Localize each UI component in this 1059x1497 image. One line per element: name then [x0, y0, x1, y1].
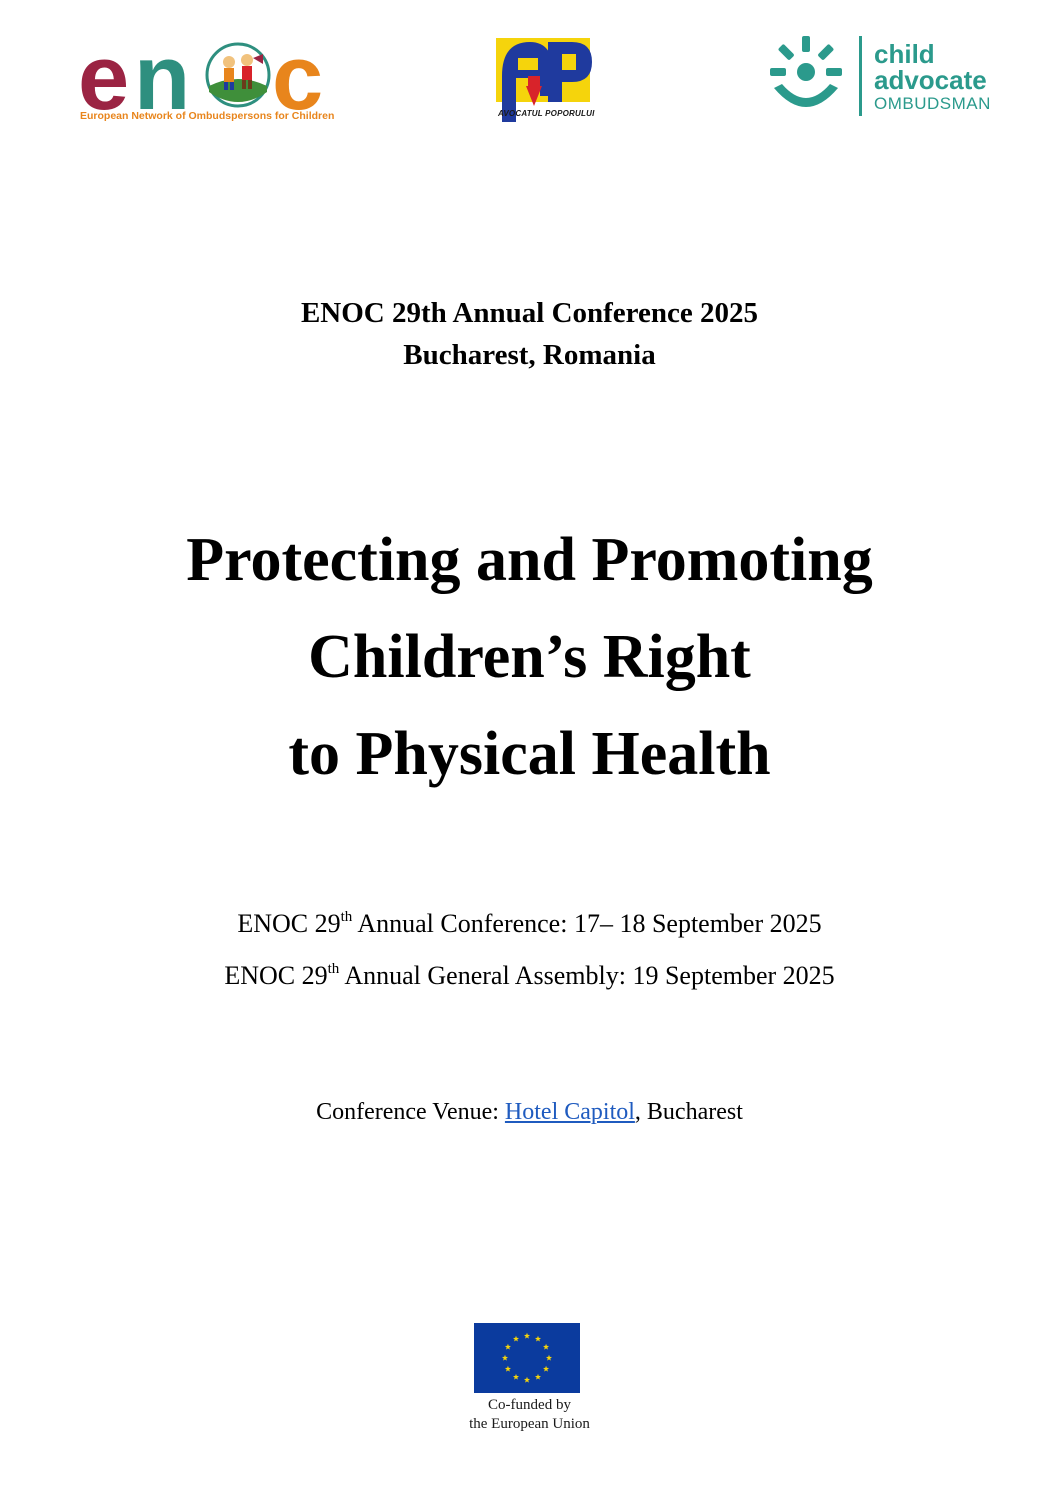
conference-dates: [0, 898, 1059, 950]
enoc-letter-n: n: [134, 27, 191, 129]
hotel-capitol-link[interactable]: Hotel Capitol: [504, 1099, 635, 1125]
child-advocate-line3: OMBUDSMAN: [874, 94, 991, 113]
assembly-dates-prefix: ENOC 29: [224, 961, 328, 990]
eu-stars-icon: [474, 1323, 580, 1393]
eu-star: [524, 1333, 530, 1339]
conference-location: Bucharest, Romania: [403, 339, 656, 371]
document-title: [0, 512, 1059, 803]
enoc-letter-e: e: [78, 27, 130, 129]
conference-dates-sup: th: [340, 909, 353, 925]
eu-caption-line1: Co-funded by: [488, 1397, 571, 1413]
logo-divider: [859, 36, 862, 116]
conference-heading: [0, 292, 1059, 376]
eu-star: [502, 1355, 508, 1361]
avocatul-poporului-logo: [494, 36, 598, 128]
assembly-dates: [0, 950, 1059, 1002]
sun-child-icon: [760, 36, 852, 116]
child-advocate-logo: [760, 34, 1020, 120]
title-line1: Protecting and Promoting: [186, 526, 873, 594]
eu-star: [513, 1374, 519, 1380]
enoc-logo-caption: European Network of Ombudspersons for Children: [80, 110, 335, 122]
eu-star: [543, 1344, 549, 1350]
title-line3: to Physical Health: [288, 720, 771, 788]
eu-funding-caption: [0, 1396, 1059, 1434]
venue-suffix: , Bucharest: [634, 1099, 743, 1125]
conference-heading-line1: ENOC 29th Annual Conference 2025: [300, 297, 759, 329]
title-line2: Children’s Right: [308, 623, 751, 691]
eu-star: [543, 1366, 549, 1372]
conference-dates-rest: Annual Conference: 17– 18 September 2025: [352, 909, 822, 938]
enoc-children-globe-icon: [205, 42, 271, 108]
child-advocate-line1: child: [874, 39, 935, 69]
event-dates: [0, 898, 1059, 1002]
assembly-dates-sup: th: [327, 961, 340, 977]
conference-dates-prefix: ENOC 29: [237, 909, 341, 938]
eu-star: [505, 1366, 511, 1372]
eu-caption-line2: the European Union: [469, 1416, 590, 1432]
eu-star: [535, 1336, 541, 1342]
eu-star: [546, 1355, 552, 1361]
assembly-dates-rest: Annual General Assembly: 19 September 2025: [339, 961, 835, 990]
eu-flag: [474, 1323, 580, 1393]
venue-line: [0, 1099, 1059, 1126]
eu-star: [513, 1336, 519, 1342]
enoc-logo: [78, 27, 338, 129]
eu-star: [505, 1344, 511, 1350]
eu-star: [524, 1377, 530, 1383]
venue-label: Conference Venue:: [316, 1099, 505, 1125]
child-advocate-line2: advocate: [874, 65, 987, 95]
enoc-letter-c: c: [272, 27, 324, 129]
ap-logo-caption: AVOCATUL POPORULUI: [498, 109, 595, 118]
eu-star: [535, 1374, 541, 1380]
